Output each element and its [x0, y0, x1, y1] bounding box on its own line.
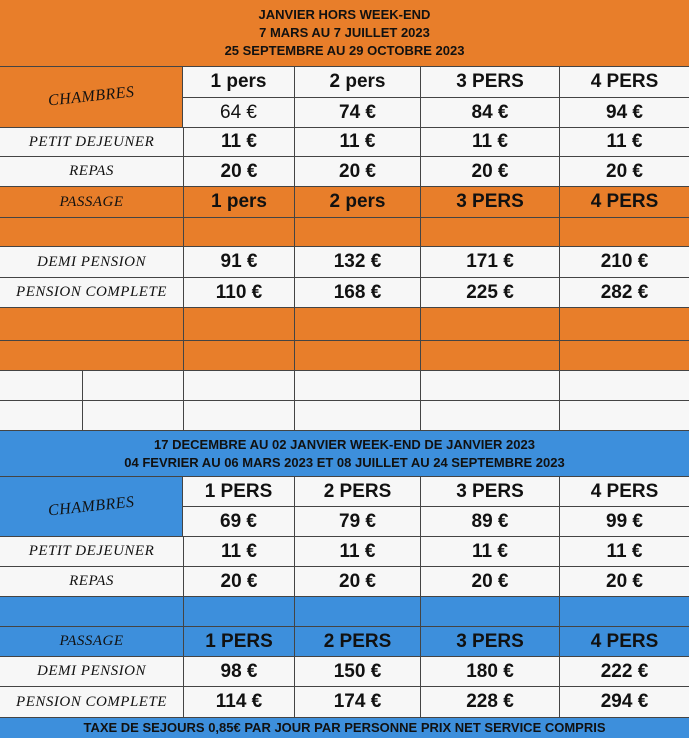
- low-room-header-row: [183, 66, 689, 97]
- price-cell: 11 €: [183, 128, 294, 156]
- low-room-price: 84 €: [420, 98, 559, 127]
- price-cell: 11 €: [559, 128, 689, 156]
- row-label: PENSION COMPLETE: [16, 284, 167, 300]
- price-cell: 168 €: [294, 278, 420, 307]
- price-cell: 11 €: [183, 537, 294, 566]
- price-cell: 110 €: [183, 278, 294, 307]
- price-cell: 20 €: [420, 567, 559, 596]
- row-label: PETIT DEJEUNER: [28, 543, 155, 559]
- empty-row: [0, 400, 689, 430]
- row-label: PETIT DEJEUNER: [28, 133, 155, 150]
- price-cell: 132 €: [294, 247, 420, 277]
- high-petit-dejeuner-row: [0, 536, 689, 566]
- price-cell: 20 €: [294, 157, 420, 186]
- high-room-price: 99 €: [559, 507, 689, 536]
- row-label: PENSION COMPLETE: [16, 693, 167, 710]
- passage-header: 3 PERS: [420, 627, 559, 656]
- row-label: PASSAGE: [59, 633, 124, 649]
- high-room-header-row: [183, 476, 689, 506]
- high-room-header: 1 PERS: [204, 480, 273, 502]
- low-room-price: 74 €: [294, 98, 420, 127]
- price-cell: 11 €: [420, 128, 559, 156]
- high-room-header: 2 PERS: [294, 477, 420, 506]
- price-cell: 210 €: [559, 247, 689, 277]
- low-empty-row: [0, 340, 689, 370]
- price-cell: 294 €: [559, 687, 689, 717]
- price-cell: 222 €: [559, 657, 689, 686]
- tax-footer: [0, 717, 689, 738]
- price-cell: 20 €: [559, 157, 689, 186]
- price-cell: 20 €: [294, 567, 420, 596]
- tax-footer-text: TAXE DE SEJOURS 0,85€ PAR JOUR PAR PERSONNE PRIX NET SERVICE COMPRIS: [83, 720, 606, 735]
- low-pension-complete-row: [0, 277, 689, 307]
- price-cell: 114 €: [183, 687, 294, 717]
- price-cell: 11 €: [294, 128, 420, 156]
- price-cell: 20 €: [559, 567, 689, 596]
- high-room-price: 79 €: [294, 507, 420, 536]
- high-season-header: [0, 430, 689, 477]
- passage-header: 2 pers: [294, 187, 420, 217]
- high-room-price-row: [183, 506, 689, 536]
- price-cell: 282 €: [559, 278, 689, 307]
- low-season-header: [0, 0, 689, 66]
- price-cell: 91 €: [183, 247, 294, 277]
- price-cell: 11 €: [420, 537, 559, 566]
- price-cell: 98 €: [183, 657, 294, 686]
- price-cell: 20 €: [183, 157, 294, 186]
- high-chambres-label: CHAMBRES: [0, 476, 183, 536]
- row-label: DEMI PENSION: [37, 663, 146, 679]
- low-room-header: 4 PERS: [559, 67, 689, 97]
- low-room-header: 3 PERS: [420, 67, 559, 97]
- low-passage-row: [0, 186, 689, 217]
- price-cell: 20 €: [183, 567, 294, 596]
- high-room-price: 89 €: [420, 507, 559, 536]
- high-passage-row: [0, 626, 689, 656]
- passage-header: 1 pers: [183, 187, 294, 217]
- passage-header: 2 PERS: [294, 627, 420, 656]
- low-petit-dejeuner-row: [0, 127, 689, 156]
- low-chambres-label: CHAMBRES: [0, 66, 183, 127]
- price-cell: 20 €: [420, 157, 559, 186]
- price-cell: 171 €: [420, 247, 559, 277]
- high-repas-row: [0, 566, 689, 596]
- low-demi-pension-row: [0, 246, 689, 277]
- price-cell: 180 €: [420, 657, 559, 686]
- price-cell: 174 €: [294, 687, 420, 717]
- low-room-price: 64 €: [220, 101, 257, 123]
- price-cell: 11 €: [294, 537, 420, 566]
- low-season-header-line: 7 MARS AU 7 JUILLET 2023: [259, 25, 430, 40]
- price-cell: 225 €: [420, 278, 559, 307]
- passage-header: 3 PERS: [420, 187, 559, 217]
- low-room-header: 2 pers: [294, 67, 420, 97]
- passage-header: 1 PERS: [183, 627, 294, 656]
- price-cell: 150 €: [294, 657, 420, 686]
- empty-row: [0, 370, 689, 400]
- low-room-price: 94 €: [559, 98, 689, 127]
- low-season-header-line: JANVIER HORS WEEK-END: [258, 7, 431, 22]
- high-room-price: 69 €: [220, 510, 257, 532]
- row-label: REPAS: [69, 163, 114, 179]
- high-pension-complete-row: [0, 686, 689, 717]
- passage-header: 4 PERS: [559, 187, 689, 217]
- low-empty-row: [0, 217, 689, 246]
- low-room-header: 1 pers: [210, 71, 267, 92]
- price-cell: 11 €: [559, 537, 689, 566]
- price-cell: 228 €: [420, 687, 559, 717]
- high-room-header: 4 PERS: [559, 477, 689, 506]
- row-label: PASSAGE: [59, 193, 124, 210]
- passage-header: 4 PERS: [559, 627, 689, 656]
- row-label: DEMI PENSION: [37, 253, 146, 270]
- low-season-header-line: 25 SEPTEMBRE AU 29 OCTOBRE 2023: [224, 43, 465, 58]
- row-label: REPAS: [69, 573, 114, 589]
- high-season-header-line: 17 DECEMBRE AU 02 JANVIER WEEK-END DE JANVIER 2023: [154, 437, 535, 452]
- low-room-price-row: [183, 97, 689, 127]
- high-empty-row: [0, 596, 689, 626]
- high-season-header-line: 04 FEVRIER AU 06 MARS 2023 ET 08 JUILLET AU 24 SEPTEMBRE 2023: [124, 455, 565, 470]
- high-room-header: 3 PERS: [420, 477, 559, 506]
- low-empty-row: [0, 307, 689, 340]
- high-demi-pension-row: [0, 656, 689, 686]
- low-repas-row: [0, 156, 689, 186]
